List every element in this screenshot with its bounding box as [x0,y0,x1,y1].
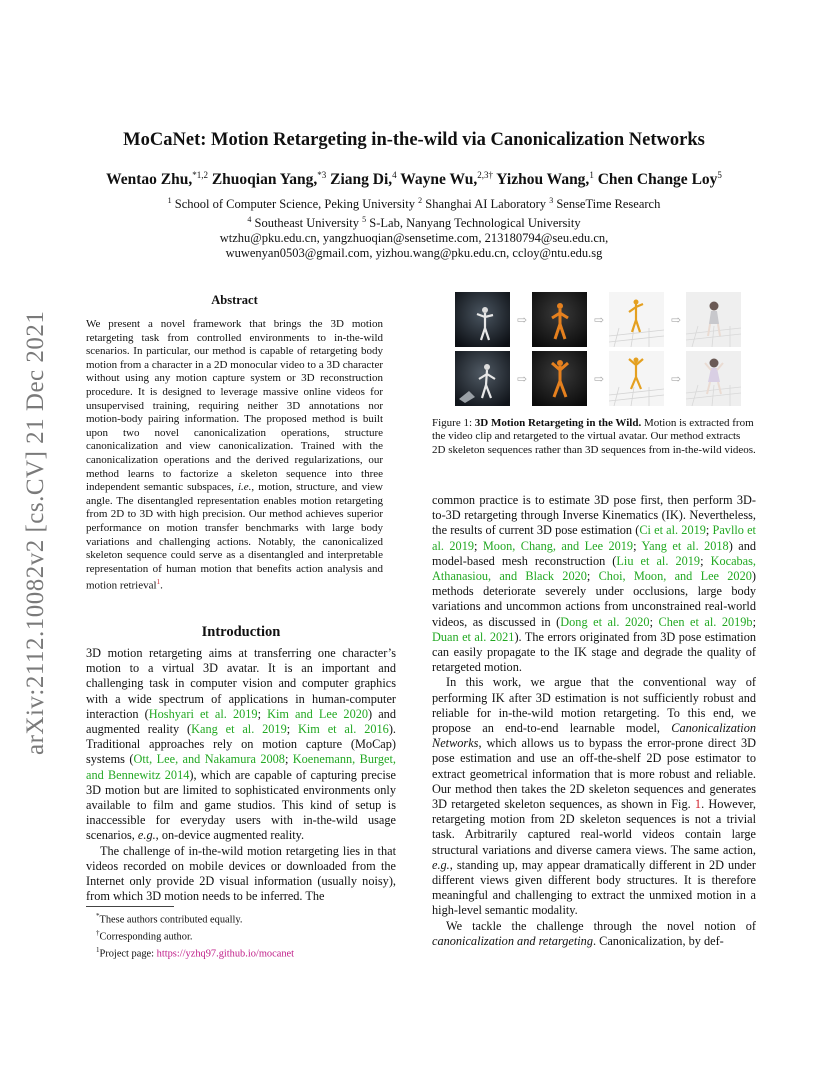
italic-text: canonicalization and retargeting [432,933,593,948]
text-run: , on-device augmented reality. [155,828,305,843]
citation-link[interactable]: Kang et al. 2019 [191,722,287,737]
author: Yizhou Wang,$^1$ [496,170,594,189]
retargeted-skeleton-thumbnail [609,292,664,347]
text-run: ; [752,614,757,629]
footnotes [86,910,396,961]
arrow-icon: ⇨ [516,372,528,386]
author: Wayne Wu,$^{2,3\dagger}$ [400,170,493,189]
arrow-icon: ⇨ [593,313,605,327]
arrow-icon: ⇨ [670,372,682,386]
text-run: ; [474,538,483,553]
footnote-1: *These authors contributed equally. [96,912,243,926]
citation-link[interactable]: Duan et al. 2021 [432,629,515,644]
intro-body [86,646,396,904]
text-run: ; [649,614,659,629]
text-run: ). Traditional approaches rely on motion capture (MoCap) systems ( [86,722,396,767]
text-run: ; [284,752,293,767]
italic-text: e.g. [137,828,156,843]
arrow-icon: ⇨ [593,372,605,386]
footnote-3: $^1$Project page: https://yzhq97.github.io/mocanet [96,946,295,960]
text-run: ; [286,722,298,737]
citation-link[interactable]: Moon, Chang, and Lee 2019 [482,538,634,553]
italic-text: Canonicalization Networks [432,721,756,751]
citation-link[interactable]: Hoshyari et al. 2019 [148,706,258,721]
citation-link[interactable]: Yang et al. 2018 [641,538,729,553]
italic-text: e.g. [432,857,450,872]
abstract-heading: Abstract [211,293,258,307]
citation-link[interactable]: Choi, Moon, and Lee 2020 [598,569,752,584]
text-run: ) and augmented reality ( [86,706,396,737]
email-line-2: wuwenyan0503@gmail.com, yizhou.wang@pku.edu.cn, ccloy@ntu.edu.sg [225,246,603,261]
intro-paragraph-2: The challenge of in-the-wild motion retargeting lies in that videos recorded on mobile devices or downloaded from the Internet only provide 2D visual information (usually noisy), from which 3D motion needs to be inferred. The [86,843,396,904]
text-run: ; [633,538,642,553]
text-run: common practice is to estimate 3D pose first, then perform 3D-to-3D retargeting through Inverse Kinematics (IK). Nevertheless, the results of current 3D pose estimation ( [432,493,756,538]
citation-link[interactable]: Kim and Lee 2020 [267,706,369,721]
affiliation-line-2: $^4$ Southeast University $^5$ S-Lab, Nanyang Technological University [247,215,581,231]
intro-heading: Introduction [201,624,281,640]
author: Chen Change Loy$^5$ [597,170,722,189]
text-run: ) and model-based mesh reconstruction ( [432,538,756,568]
video-frame-thumbnail [455,292,510,347]
citation-link[interactable]: Kocabas, Athanasiou, and Black 2020 [432,553,756,584]
citation-link[interactable]: Pavllo et al. 2019 [432,523,756,553]
text-run: . However, retargeting motion from 2D skeleton sequences is not a trivial task. Arbitrarily captured real-world videos contain large structural variations and diverse camera views. The same action, [432,797,756,857]
figure-ref-link[interactable]: 1 [694,797,702,812]
project-page-link[interactable]: https://yzhq97.github.io/mocanet [156,948,295,960]
author: Zhuoqian Yang,$^{*3}$ [211,170,327,189]
text-run: ; [705,523,713,538]
intro-paragraph-1 [86,646,396,844]
citation-link[interactable]: Ci et al. 2019 [639,523,706,538]
citation-link[interactable]: Koenemann, Burget, and Bennewitz 2014 [86,752,396,782]
citation-link[interactable]: Kim et al. 2016 [298,722,389,737]
text-run: In this work, we argue that the conventional way of performing IK after 3D estimation is not sufficiently robust and reliable for in-the-wild motion retargeting. To this end, we propose an end-to-end learnable model, [432,675,756,736]
footnote-ref[interactable]: 1 [156,578,161,587]
retargeted-skeleton-thumbnail [609,351,664,406]
right-paragraph-1 [432,493,756,675]
paper-title: MoCaNet: Motion Retargeting in-the-wild via Canonicalization Networks [123,130,705,150]
text-run: ; [586,569,599,584]
affiliation-line-1: $^1$ School of Computer Science, Peking University $^2$ Shanghai AI Laboratory $^3$ SenseTime Research [167,196,661,212]
figure-1 [452,288,756,406]
footnote-divider [86,906,174,907]
citation-link[interactable]: Liu et al. 2019 [616,553,701,568]
footnote-2: †Corresponding author. [96,929,193,943]
text-run: ). The errors originated from 3D pose estimation can easily propagate to the IK stage and degrade the quality of retargeted motion. [432,629,756,675]
arxiv-stamp: arXiv:2112.10082v2 [cs.CV] 21 Dec 2021 [22,310,49,755]
text-run: , standing up, may appear dramatically different in 2D under different views given different body structures. It is therefore meaningful and challenging to extract the unmixed motion in a high-level semantic modality. [432,857,756,918]
video-frame-thumbnail [455,351,510,406]
abstract-text: We present a novel framework that brings the 3D motion retargeting task from controlled environments to in-the-wild scenarios. In particular, our method is capable of retargeting body motion from a character in a 2D monocular video to a 3D character without using any motion capture system or 3D reconstruction procedure. It is designed to leverage massive online videos for unsupervised training, requiring neither 3D annotations nor motion-body pairing information. The proposed method is built upon two novel canonicalization operations, structure canonicalization and view canonicalization. Trained with the canonicalization operations and the derived regularizations, our method learns to factorize a skeleton sequence into three independent semantic subspaces, i.e., motion, structure, and view angle. The disentangled representation enables motion retargeting from 2D to 3D with high precision. Our method achieves superior performance on motion transfer benchmarks with large body variations and challenging actions. Notably, the canonicalized skeleton sequence could serve as a disentangled and interpretable representation of human motion that benefits action analysis and motion retrieval$^1$. [86,318,383,592]
arrow-icon: ⇨ [516,313,528,327]
citation-link[interactable]: Dong et al. 2020 [560,614,650,629]
skeleton-overlay-thumbnail [532,351,587,406]
right-column-body [432,493,756,949]
text-run: ) methods deteriorate severely under occlusions, large body variations and uncommon actions from unconstrained real-world videos, as discussed in ( [432,569,756,629]
text-run: We tackle the challenge through the novel notion of [446,918,756,933]
text-run: ), which are capable of capturing precise 3D motion but are limited to sophisticated environments only available to film and game studios. This kind of setup is inaccessible for everyday users with in-the-wild usage scenarios, [86,767,396,843]
right-paragraph-3 [432,919,756,949]
text-run: ; [700,553,711,568]
avatar-render-thumbnail [686,292,741,347]
text-run: , which allows us to bypass the error-prone direct 3D pose estimation and use an off-the-shelf 2D pose estimator to extract geometrical information that is more robust and reliable. Our method then takes the 2D skeleton sequences and generates 3D retargeted skeleton sequences, as shown in Fig. [432,736,756,812]
avatar-render-thumbnail [686,351,741,406]
affiliations [60,193,768,261]
figure-1-caption: Figure 1: 3D Motion Retargeting in the Wild. Motion is extracted from the video clip and retargeted to the virtual avatar. Our method extracts 2D skeleton sequences rather than 3D sequences from in-the-wild videos. [432,417,756,456]
author: Ziang Di,$^4$ [330,170,397,189]
citation-link[interactable]: Ott, Lee, and Nakamura 2008 [133,752,285,767]
text-run: . Canonicalization, by def- [592,933,724,948]
email-line-1: wtzhu@pku.edu.cn, yangzhuoqian@sensetime.com, 213180794@seu.edu.cn, [219,231,609,246]
text-run: ; [257,706,268,721]
right-paragraph-2 [432,675,756,918]
text-run: 3D motion retargeting aims at transferring one character’s motion to a virtual 3D avatar. It is an important and challenging task in computer vision and computer graphics with a wide spectrum of applications in human-computer interaction ( [86,646,396,721]
skeleton-overlay-thumbnail [532,292,587,347]
citation-link[interactable]: Chen et al. 2019b [658,614,753,629]
author: Wentao Zhu,$^{*1,2}$ [106,170,208,189]
author-list [60,170,768,189]
arrow-icon: ⇨ [670,313,682,327]
